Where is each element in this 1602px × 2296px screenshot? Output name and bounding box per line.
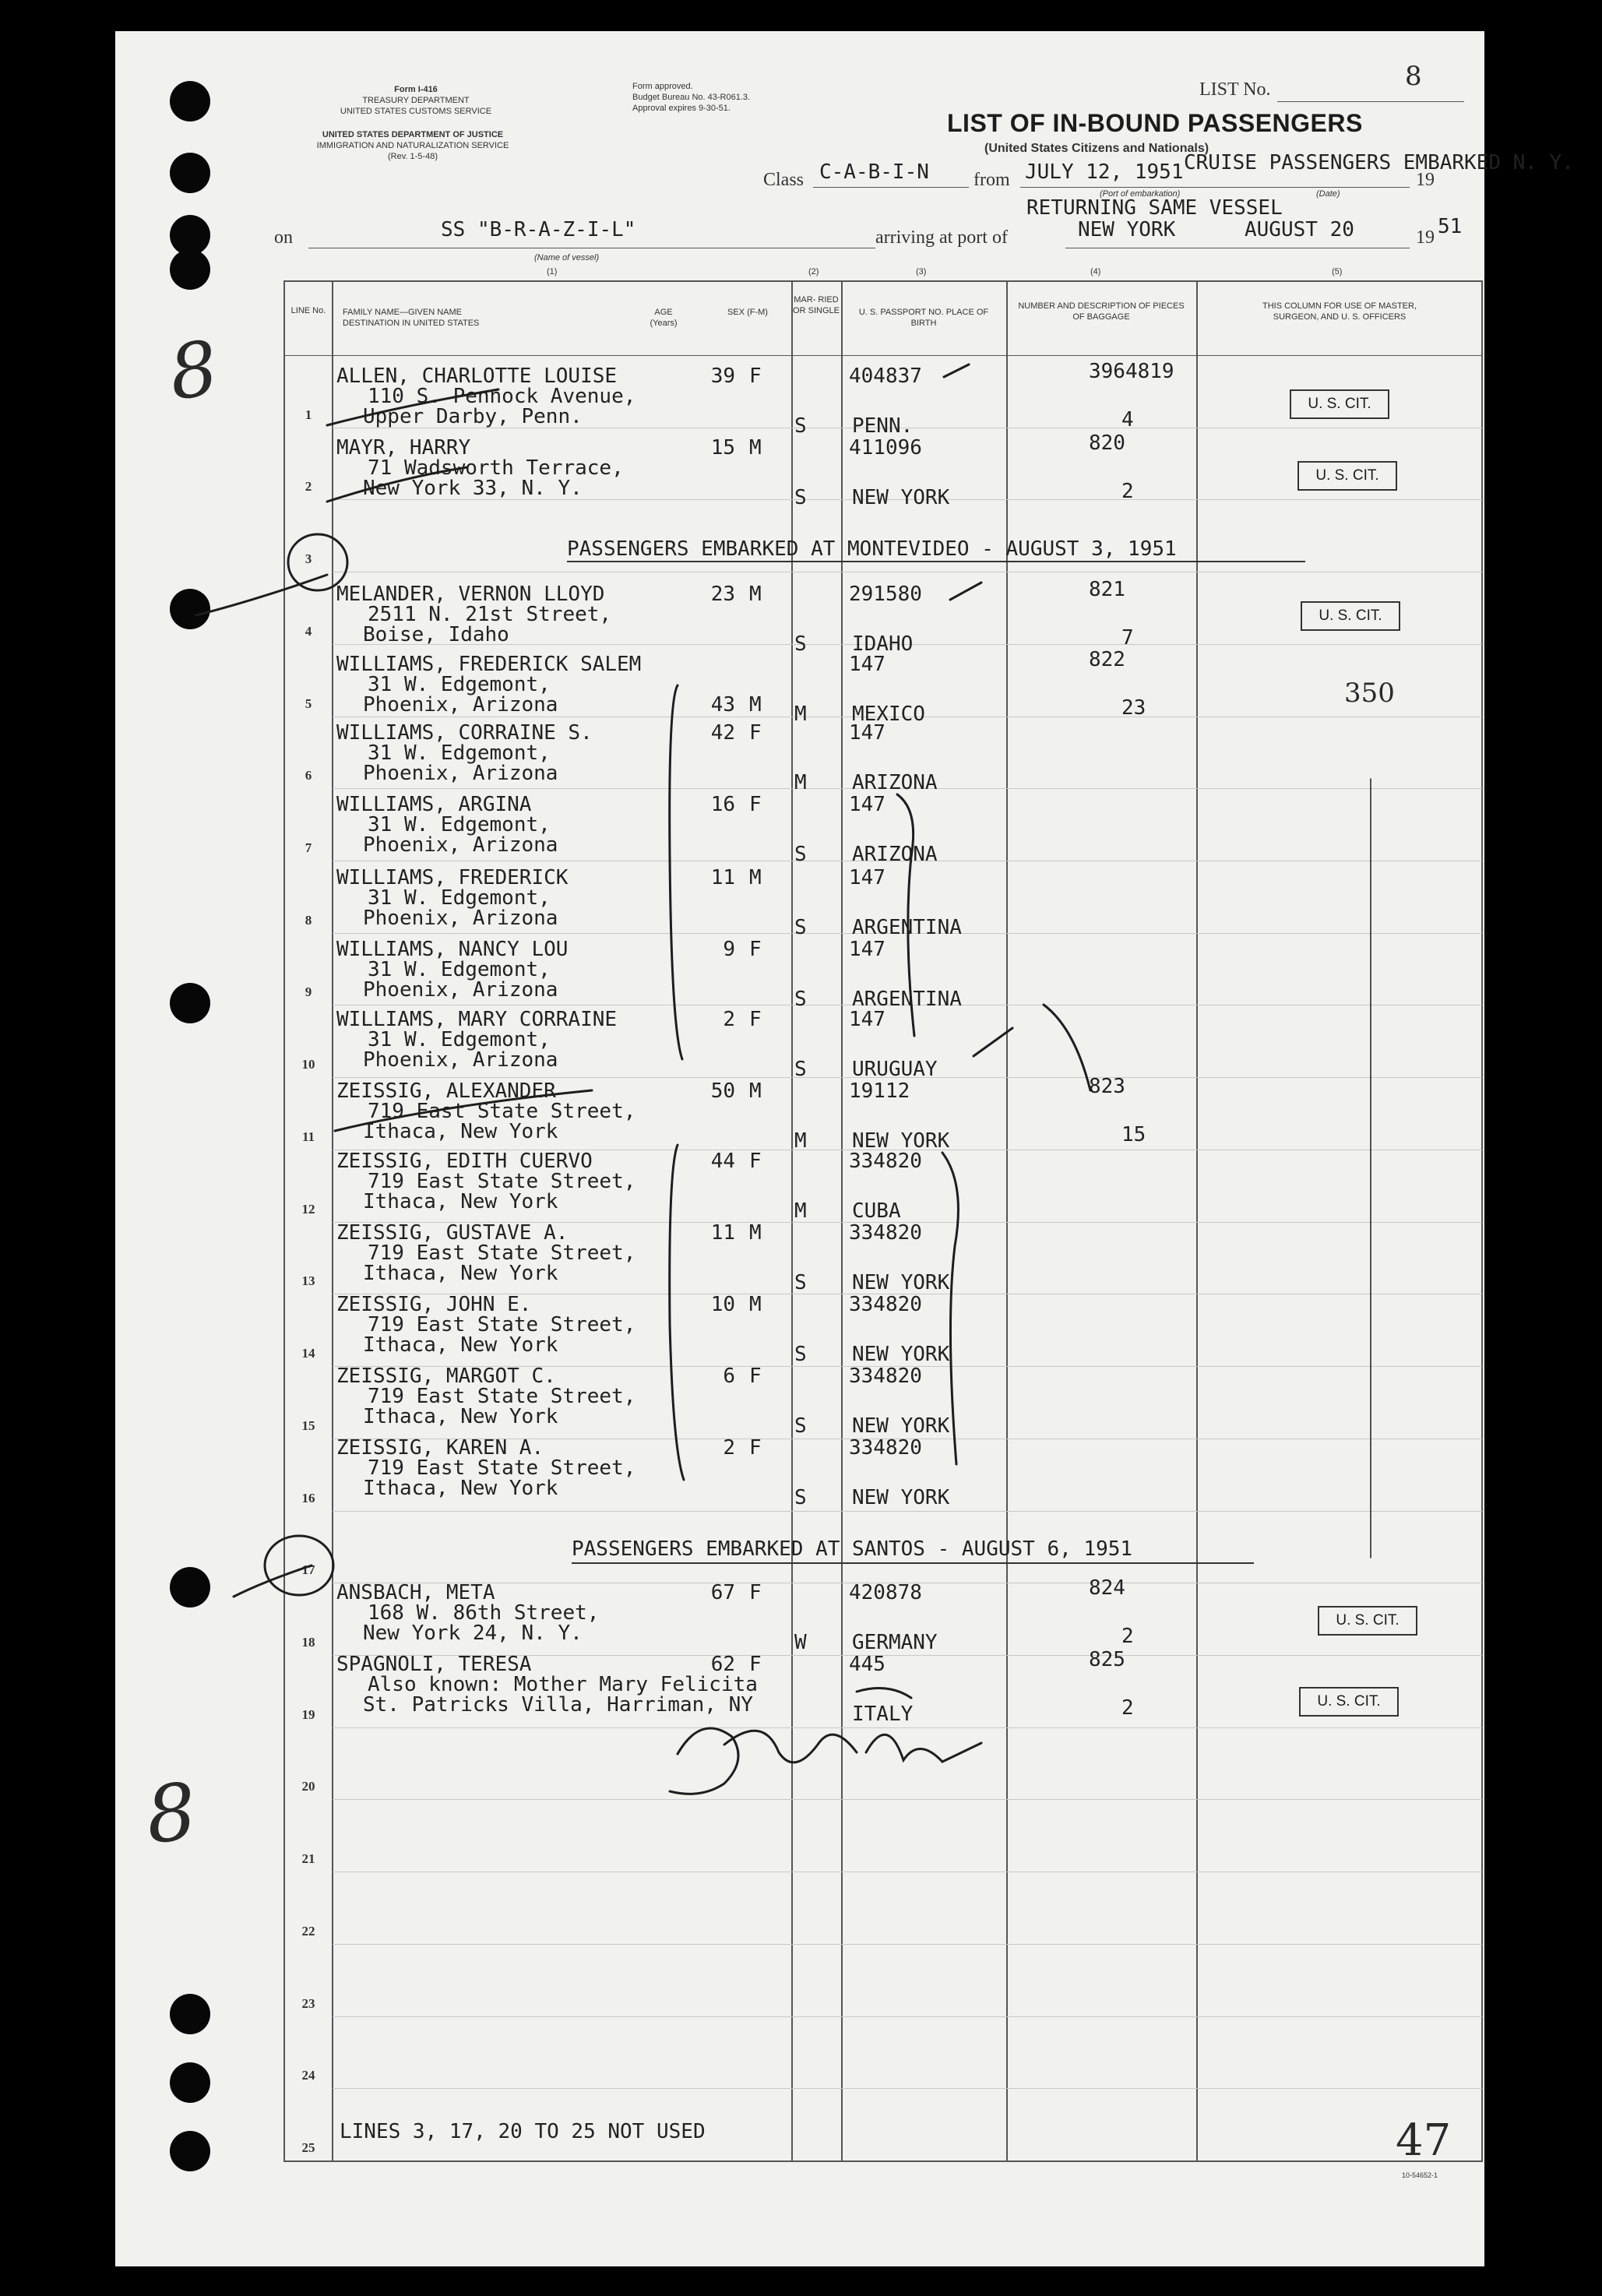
- passport-number: 334820: [849, 1293, 922, 1316]
- baggage-number: 822: [1089, 648, 1125, 671]
- baggage-number: 3964819: [1089, 360, 1174, 383]
- passenger-sex: F: [749, 793, 762, 816]
- service-name: UNITED STATES CUSTOMS SERVICE: [340, 107, 492, 116]
- marital-status: M: [794, 703, 807, 726]
- passenger-address: 31 W. Edgemont,: [368, 813, 551, 836]
- passenger-address: Phoenix, Arizona: [363, 1048, 558, 1072]
- passport-number: 147: [849, 653, 886, 676]
- line-number: 6: [305, 768, 312, 784]
- place-of-birth: NEW YORK: [852, 486, 950, 509]
- approval-line: Approval expires 9-30-51.: [632, 104, 731, 113]
- marital-status: S: [794, 916, 807, 939]
- passport-number: 411096: [849, 436, 922, 460]
- punch-hole: [170, 249, 210, 290]
- passenger-sex: F: [749, 938, 762, 961]
- us-cit-stamp: U. S. CIT.: [1290, 389, 1389, 419]
- line-number: 16: [301, 1490, 315, 1505]
- place-of-birth: CUBA: [852, 1199, 901, 1223]
- passenger-age: 39: [710, 364, 735, 388]
- row-line: [333, 2016, 1482, 2017]
- passenger-address: Phoenix, Arizona: [363, 762, 558, 785]
- baggage-number: 820: [1089, 431, 1125, 455]
- passenger-name: MELANDER, VERNON LLOYD: [336, 583, 605, 606]
- approval-line: Form approved.: [632, 82, 693, 91]
- form-code: 10-54652-1: [1402, 2171, 1438, 2179]
- col-num: (5): [1332, 267, 1343, 276]
- place-of-birth: ITALY: [852, 1703, 914, 1726]
- baggage-count: 7: [1121, 626, 1134, 650]
- col-header-dest: DESTINATION IN UNITED STATES: [343, 319, 480, 328]
- line-number: 3: [305, 551, 312, 567]
- passenger-age: 15: [710, 436, 735, 460]
- col-num: (3): [916, 267, 927, 276]
- line-number: 2: [305, 479, 312, 495]
- passenger-age: 43: [710, 693, 735, 717]
- passenger-address: Ithaca, New York: [363, 1477, 558, 1500]
- place-of-birth: IDAHO: [852, 632, 914, 656]
- line-number: 10: [301, 1057, 315, 1072]
- line-number: 11: [301, 1129, 315, 1144]
- col-header-passport: U. S. PASSPORT NO. PLACE OF BIRTH: [858, 308, 989, 328]
- passenger-address: 31 W. Edgemont,: [368, 886, 551, 910]
- passenger-age: 11: [710, 1221, 735, 1245]
- col-num: (4): [1090, 267, 1101, 276]
- passenger-name: WILLIAMS, FREDERICK: [336, 866, 569, 889]
- section-santos: PASSENGERS EMBARKED AT SANTOS - AUGUST 6, 1951: [572, 1537, 1133, 1561]
- passenger-age: 16: [710, 793, 735, 816]
- passport-number: 291580: [849, 583, 922, 606]
- place-of-birth: URUGUAY: [852, 1058, 938, 1081]
- passport-number: 445: [849, 1653, 886, 1676]
- passenger-name: WILLIAMS, MARY CORRAINE: [336, 1008, 618, 1031]
- arrival-year: 51: [1438, 215, 1463, 238]
- passenger-address: St. Patricks Villa, Harriman, NY: [363, 1693, 753, 1717]
- passenger-address: 110 S. Pennock Avenue,: [368, 385, 636, 408]
- punch-hole: [170, 589, 210, 629]
- vessel-name: SS "B-R-A-Z-I-L": [441, 218, 636, 241]
- dept-name: TREASURY DEPARTMENT: [362, 96, 470, 105]
- col-header-officers: THIS COLUMN FOR USE OF MASTER, SURGEON, AND U. S. OFFICERS: [1262, 301, 1417, 322]
- line-number: 25: [301, 2140, 315, 2155]
- passenger-age: 11: [710, 866, 735, 889]
- marital-status: S: [794, 486, 807, 509]
- line-number: 17: [301, 1562, 315, 1578]
- passenger-address: Ithaca, New York: [363, 1405, 558, 1428]
- passenger-address: 719 East State Street,: [368, 1241, 636, 1265]
- punch-hole: [170, 2131, 210, 2171]
- baggage-count: 2: [1121, 480, 1134, 503]
- passenger-name: ZEISSIG, GUSTAVE A.: [336, 1221, 569, 1245]
- passenger-address: New York 33, N. Y.: [363, 477, 583, 500]
- arriving-label: arriving at port of: [875, 227, 1008, 248]
- vessel-caption: (Name of vessel): [534, 253, 600, 262]
- col-header-baggage: NUMBER AND DESCRIPTION OF PIECES OF BAGGAGE: [1018, 301, 1185, 322]
- line-number: 19: [301, 1706, 315, 1722]
- baggage-number: 823: [1089, 1075, 1125, 1098]
- passenger-address: 31 W. Edgemont,: [368, 1028, 551, 1051]
- passenger-age: 50: [710, 1079, 735, 1103]
- passenger-name: SPAGNOLI, TERESA: [336, 1653, 532, 1676]
- passenger-age: 62: [710, 1653, 735, 1676]
- place-of-birth: NEW YORK: [852, 1129, 950, 1153]
- passenger-name: WILLIAMS, FREDERICK SALEM: [336, 653, 642, 676]
- marital-status: S: [794, 1058, 807, 1081]
- passenger-age: 6: [723, 1365, 735, 1388]
- col-header-age: AGE (Years): [650, 308, 678, 328]
- passenger-address: 719 East State Street,: [368, 1313, 636, 1336]
- passport-number: 334820: [849, 1365, 922, 1388]
- marital-status: M: [794, 1129, 807, 1153]
- passport-number: 147: [849, 793, 886, 816]
- from-value: JULY 12, 1951: [1025, 160, 1184, 184]
- place-of-birth: NEW YORK: [852, 1486, 950, 1509]
- us-cit-stamp: U. S. CIT.: [1299, 1687, 1399, 1717]
- place-of-birth: GERMANY: [852, 1631, 938, 1654]
- passenger-address: 31 W. Edgemont,: [368, 673, 551, 696]
- passenger-address: Phoenix, Arizona: [363, 907, 558, 930]
- row-line: [333, 1799, 1482, 1800]
- marital-status: S: [794, 632, 807, 656]
- passenger-name: ZEISSIG, KAREN A.: [336, 1436, 544, 1460]
- passenger-address: 31 W. Edgemont,: [368, 741, 551, 765]
- row-line: [333, 1727, 1482, 1728]
- place-of-birth: ARGENTINA: [852, 916, 962, 939]
- passenger-address: Ithaca, New York: [363, 1262, 558, 1285]
- passenger-address: 719 East State Street,: [368, 1100, 636, 1123]
- passenger-address: Phoenix, Arizona: [363, 693, 558, 717]
- punch-hole: [170, 1994, 210, 2034]
- marital-status: S: [794, 1486, 807, 1509]
- passenger-sex: F: [749, 1150, 762, 1173]
- passport-number: 334820: [849, 1150, 922, 1173]
- passenger-address: Phoenix, Arizona: [363, 833, 558, 857]
- baggage-number: 821: [1089, 578, 1125, 601]
- place-of-birth: NEW YORK: [852, 1414, 950, 1438]
- line-number: 14: [301, 1346, 315, 1361]
- line-number: 20: [301, 1779, 315, 1794]
- passenger-sex: M: [749, 1079, 762, 1103]
- year-prefix: 19: [1416, 170, 1435, 190]
- class-value: C-A-B-I-N: [819, 160, 929, 184]
- passenger-sex: F: [749, 1436, 762, 1460]
- line-number: 7: [305, 840, 312, 856]
- passenger-sex: F: [749, 1008, 762, 1031]
- passenger-age: 2: [723, 1008, 735, 1031]
- marital-status: S: [794, 414, 807, 438]
- col-header-line: LINE No.: [290, 306, 326, 315]
- passenger-name: ALLEN, CHARLOTTE LOUISE: [336, 364, 618, 388]
- place-of-birth: ARIZONA: [852, 771, 938, 794]
- service2-name: IMMIGRATION AND NATURALIZATION SERVICE: [316, 141, 509, 150]
- passport-number: 147: [849, 1008, 886, 1031]
- marital-status: W: [794, 1631, 807, 1654]
- revision: (Rev. 1-5-48): [388, 152, 438, 161]
- row-line: [333, 1944, 1482, 1945]
- passenger-address: Also known: Mother Mary Felicita: [368, 1673, 758, 1696]
- passenger-address: 719 East State Street,: [368, 1456, 636, 1480]
- baggage-count: 23: [1121, 696, 1146, 720]
- marital-status: S: [794, 1343, 807, 1366]
- passenger-name: ZEISSIG, EDITH CUERVO: [336, 1150, 593, 1173]
- date-caption: (Date): [1316, 189, 1340, 199]
- form-number: Form I-416: [394, 85, 438, 94]
- passenger-sex: F: [749, 1365, 762, 1388]
- passenger-age: 23: [710, 583, 735, 606]
- passenger-age: 44: [710, 1150, 735, 1173]
- passenger-address: 168 W. 86th Street,: [368, 1601, 600, 1625]
- list-no-label: LIST No.: [1199, 79, 1271, 100]
- baggage-count: 4: [1121, 408, 1134, 431]
- line-number: 18: [301, 1634, 315, 1650]
- passenger-sex: F: [749, 364, 762, 388]
- passenger-address: Ithaca, New York: [363, 1333, 558, 1357]
- place-of-birth: NEW YORK: [852, 1343, 950, 1366]
- passenger-age: 9: [723, 938, 735, 961]
- place-of-birth: MEXICO: [852, 703, 925, 726]
- passport-number: 334820: [849, 1436, 922, 1460]
- us-cit-stamp: U. S. CIT.: [1297, 461, 1397, 491]
- passenger-sex: F: [749, 1653, 762, 1676]
- us-cit-stamp: U. S. CIT.: [1318, 1606, 1417, 1636]
- from-label: from: [974, 170, 1010, 190]
- passenger-name: MAYR, HARRY: [336, 436, 471, 460]
- passenger-sex: M: [749, 866, 762, 889]
- page-subtitle: (United States Citizens and Nationals): [984, 142, 1209, 155]
- col-num: (1): [547, 267, 558, 276]
- punch-hole: [170, 983, 210, 1023]
- punch-hole: [170, 153, 210, 193]
- passenger-address: Boise, Idaho: [363, 623, 509, 646]
- passenger-age: 10: [710, 1293, 735, 1316]
- line-number: 22: [301, 1923, 315, 1939]
- passport-number: 334820: [849, 1221, 922, 1245]
- marital-status: S: [794, 1414, 807, 1438]
- passenger-name: ANSBACH, META: [336, 1581, 495, 1604]
- col-num: (2): [808, 267, 819, 276]
- embarked-note: CRUISE PASSENGERS EMBARKED N. Y.: [1184, 151, 1574, 174]
- returning-note: RETURNING SAME VESSEL: [1026, 196, 1283, 220]
- passenger-address: 71 Wadsworth Terrace,: [368, 456, 624, 480]
- row-line: [333, 2088, 1482, 2089]
- punch-hole: [170, 1567, 210, 1608]
- passenger-name: WILLIAMS, ARGINA: [336, 793, 532, 816]
- marital-status: M: [794, 1199, 807, 1223]
- officer-note-350: 350: [1344, 678, 1395, 709]
- passenger-address: New York 24, N. Y.: [363, 1622, 583, 1645]
- marital-status: S: [794, 843, 807, 866]
- place-of-birth: ARGENTINA: [852, 988, 962, 1011]
- passport-number: 420878: [849, 1581, 922, 1604]
- place-of-birth: NEW YORK: [852, 1271, 950, 1294]
- line-number: 15: [301, 1417, 315, 1433]
- corner-annotation: 47: [1396, 2115, 1452, 2166]
- passenger-address: 719 East State Street,: [368, 1385, 636, 1408]
- port-caption: (Port of embarkation): [1100, 189, 1181, 199]
- marital-status: S: [794, 988, 807, 1011]
- passenger-age: 67: [710, 1581, 735, 1604]
- place-of-birth: ARIZONA: [852, 843, 938, 866]
- arrival-port: NEW YORK: [1078, 218, 1176, 241]
- baggage-count: 15: [1121, 1123, 1146, 1146]
- passenger-age: 42: [710, 721, 735, 745]
- passenger-sex: M: [749, 1293, 762, 1316]
- line-number: 1: [305, 407, 312, 422]
- passenger-sex: M: [749, 583, 762, 606]
- punch-hole: [170, 81, 210, 121]
- line-number: 21: [301, 1851, 315, 1867]
- list-no-value: 8: [1405, 61, 1422, 92]
- us-cit-stamp: U. S. CIT.: [1301, 601, 1400, 631]
- row-line: [333, 1511, 1482, 1512]
- passenger-address: 2511 N. 21st Street,: [368, 603, 612, 626]
- section-montevideo: PASSENGERS EMBARKED AT MONTEVIDEO - AUGUST 3, 1951: [567, 537, 1177, 561]
- margin-number: 8: [142, 1765, 201, 1862]
- passenger-address: Ithaca, New York: [363, 1120, 558, 1143]
- line-number: 12: [301, 1201, 315, 1217]
- passenger-name: WILLIAMS, NANCY LOU: [336, 938, 569, 961]
- passenger-address: Phoenix, Arizona: [363, 978, 558, 1002]
- on-label: on: [274, 227, 293, 248]
- arrival-year-prefix: 19: [1416, 227, 1435, 248]
- col-header-married: MAR- RIED OR SINGLE: [793, 295, 840, 315]
- footer-note: LINES 3, 17, 20 TO 25 NOT USED: [340, 2120, 706, 2143]
- marital-status: S: [794, 1271, 807, 1294]
- passport-number: 147: [849, 938, 886, 961]
- place-of-birth: PENN.: [852, 414, 914, 438]
- col-header-sex: SEX (F-M): [727, 308, 768, 317]
- line-number: 13: [301, 1273, 315, 1289]
- passport-number: 147: [849, 866, 886, 889]
- arrival-date: AUGUST 20: [1245, 218, 1354, 241]
- col-header-name: FAMILY NAME—GIVEN NAME: [343, 308, 463, 317]
- baggage-count: 2: [1121, 1696, 1134, 1720]
- passenger-name: ZEISSIG, MARGOT C.: [336, 1365, 556, 1388]
- approval-line: Budget Bureau No. 43-R061.3.: [632, 93, 751, 102]
- baggage-number: 825: [1089, 1648, 1125, 1671]
- punch-hole: [170, 2062, 210, 2103]
- passport-number: 404837: [849, 364, 922, 388]
- baggage-number: 824: [1089, 1576, 1125, 1600]
- passenger-sex: M: [749, 693, 762, 717]
- dept2-name: UNITED STATES DEPARTMENT OF JUSTICE: [322, 130, 504, 139]
- passport-number: 19112: [849, 1079, 910, 1103]
- passenger-address: 31 W. Edgemont,: [368, 958, 551, 981]
- passenger-sex: M: [749, 436, 762, 460]
- passport-number: 147: [849, 721, 886, 745]
- page-title: LIST OF IN-BOUND PASSENGERS: [947, 109, 1363, 137]
- passenger-sex: F: [749, 1581, 762, 1604]
- passenger-address: Upper Darby, Penn.: [363, 405, 583, 428]
- margin-number: 8: [164, 324, 224, 417]
- line-number: 4: [305, 623, 312, 639]
- passenger-sex: F: [749, 721, 762, 745]
- passenger-address: 719 East State Street,: [368, 1170, 636, 1193]
- passenger-sex: M: [749, 1221, 762, 1245]
- line-number: 8: [305, 912, 312, 928]
- passenger-name: ZEISSIG, ALEXANDER: [336, 1079, 556, 1103]
- line-number: 23: [301, 1995, 315, 2011]
- marital-status: M: [794, 771, 807, 794]
- passenger-age: 2: [723, 1436, 735, 1460]
- passenger-address: Ithaca, New York: [363, 1190, 558, 1213]
- passenger-name: WILLIAMS, CORRAINE S.: [336, 721, 593, 745]
- line-number: 9: [305, 984, 312, 1000]
- line-number: 24: [301, 2068, 315, 2083]
- line-number: 5: [305, 695, 312, 711]
- passenger-name: ZEISSIG, JOHN E.: [336, 1293, 532, 1316]
- baggage-count: 2: [1121, 1625, 1134, 1648]
- class-label: Class: [763, 170, 805, 190]
